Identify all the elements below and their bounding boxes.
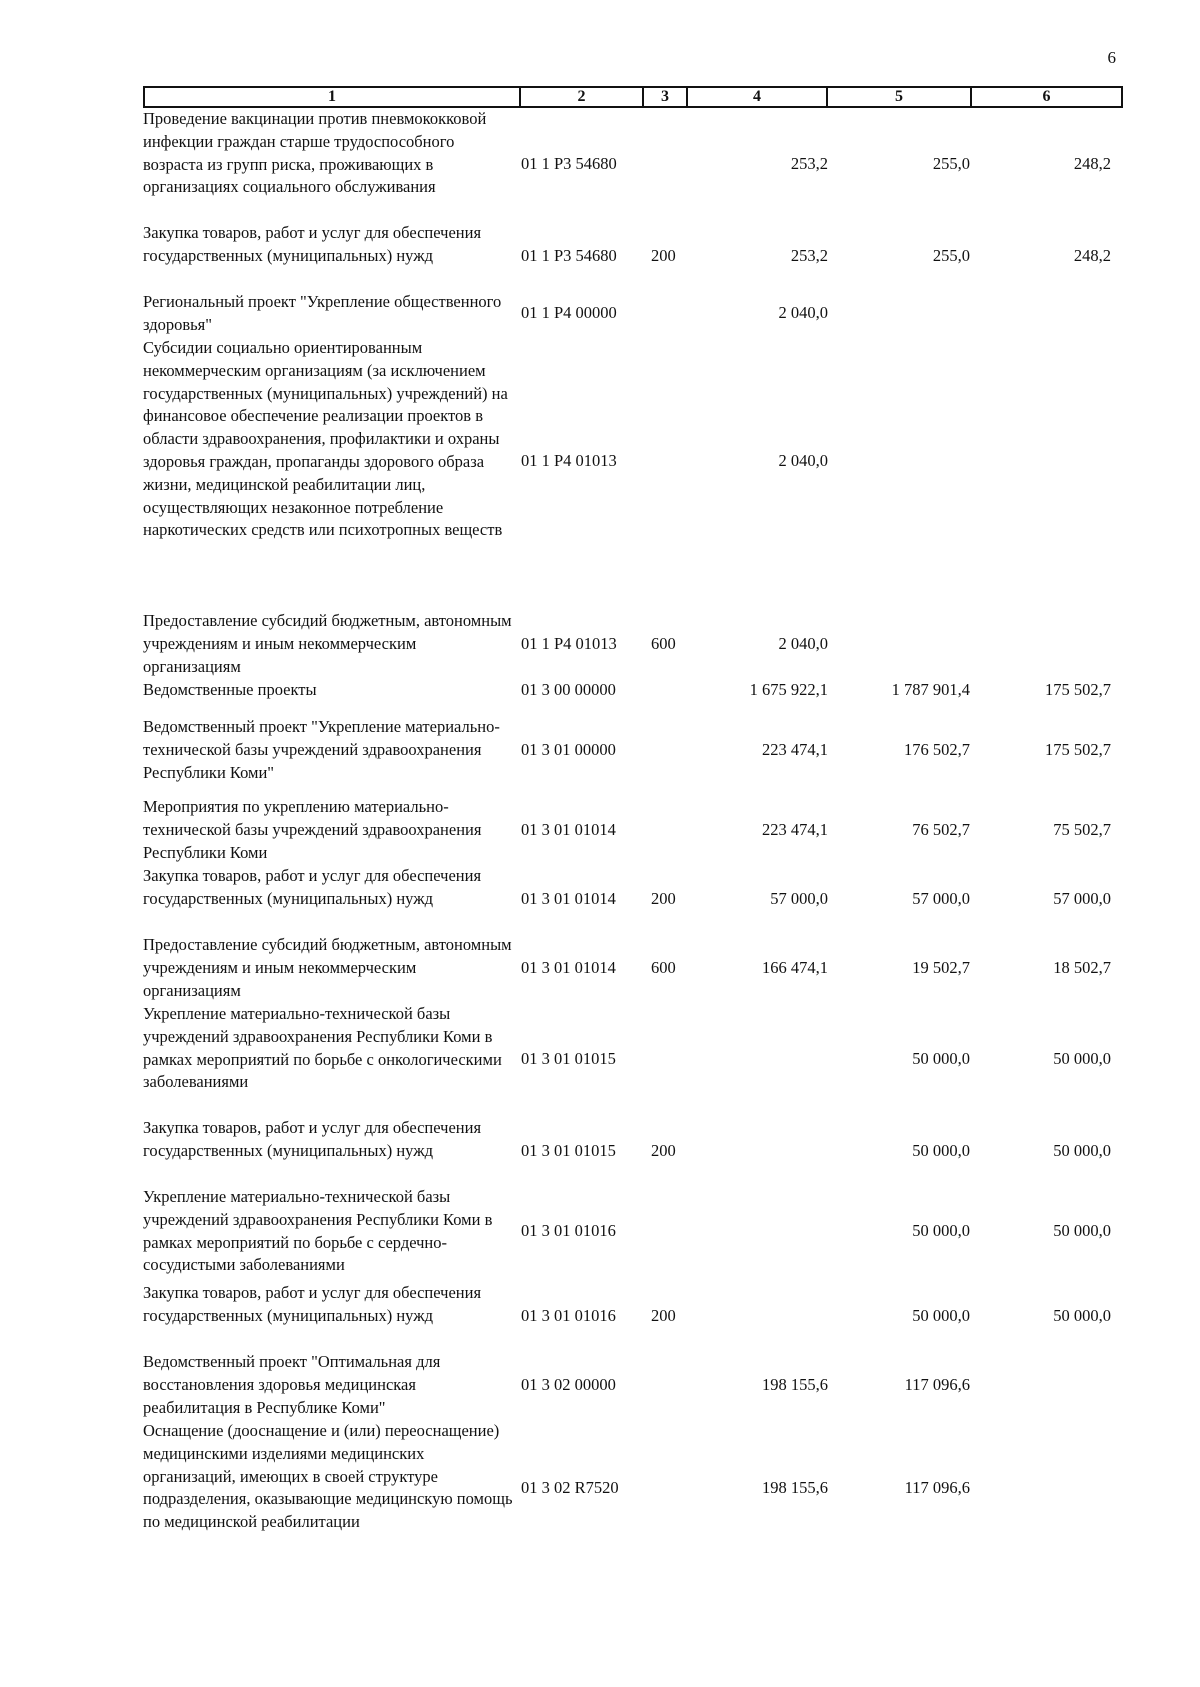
column-header-3: 3 — [643, 87, 687, 107]
row-value-col5: 50 000,0 — [912, 1141, 970, 1160]
row-value-col4: 2 040,0 — [778, 303, 828, 322]
row-value-col4: 223 474,1 — [762, 820, 828, 839]
row-code: 01 1 Р4 00000 — [521, 303, 617, 322]
row-value-col4: 57 000,0 — [770, 889, 828, 908]
table-body — [0, 108, 1200, 1648]
row-value-col4: 198 155,6 — [762, 1375, 828, 1394]
row-value-col5: 255,0 — [932, 154, 970, 173]
row-value-col4: 166 474,1 — [762, 958, 828, 977]
row-value-col5: 117 096,6 — [904, 1375, 970, 1394]
row-description: Ведомственные проекты — [143, 680, 317, 699]
row-expense-type: 200 — [651, 246, 676, 265]
row-code: 01 3 01 01014 — [521, 820, 616, 839]
row-code: 01 1 Р4 01013 — [521, 634, 617, 653]
row-code: 01 3 01 01016 — [521, 1306, 616, 1325]
row-code: 01 3 01 01014 — [521, 889, 616, 908]
row-expense-type: 200 — [651, 1141, 676, 1160]
row-description: Укрепление материально-технической базы учреждений здравоохранения Республики Коми в рамках мероприятий по борьбе с онкологическими заболеваниями — [143, 1004, 502, 1092]
page-number: 6 — [1107, 48, 1116, 67]
row-code: 01 3 01 00000 — [521, 740, 616, 759]
row-value-col5: 19 502,7 — [912, 958, 970, 977]
row-value-col6: 18 502,7 — [1053, 958, 1111, 977]
row-value-col5: 176 502,7 — [904, 740, 970, 759]
row-expense-type: 200 — [651, 1306, 676, 1325]
row-description: Закупка товаров, работ и услуг для обеспечения государственных (муниципальных) нужд — [143, 1283, 482, 1325]
row-code: 01 3 02 R7520 — [521, 1478, 619, 1497]
row-value-col5: 57 000,0 — [912, 889, 970, 908]
row-code: 01 3 02 00000 — [521, 1375, 616, 1394]
row-description: Субсидии социально ориентированным некоммерческим организациям (за исключением государственных (муниципальных) учреждений) на финансовое обеспечение реализации проектов в области здравоохранения, профилактики и охраны здоровья граждан, пропаганды здорового образа жизни, медицинской реабилитации лиц, осуществляющих незаконное потребление наркотических средств или психотропных веществ — [143, 338, 508, 540]
row-value-col6: 248,2 — [1073, 154, 1111, 173]
row-value-col4: 2 040,0 — [778, 634, 828, 653]
row-value-col5: 1 787 901,4 — [891, 680, 970, 699]
column-header-5: 5 — [827, 87, 971, 107]
row-code: 01 1 Р4 01013 — [521, 451, 617, 470]
row-description: Предоставление субсидий бюджетным, автономным учреждениям и иным некоммерческим организациям — [143, 935, 512, 1000]
row-value-col5: 50 000,0 — [912, 1049, 970, 1068]
row-code: 01 3 01 01015 — [521, 1141, 616, 1160]
row-description: Предоставление субсидий бюджетным, автономным учреждениям и иным некоммерческим организациям — [143, 611, 512, 676]
row-description: Закупка товаров, работ и услуг для обеспечения государственных (муниципальных) нужд — [143, 1118, 482, 1160]
row-value-col4: 223 474,1 — [762, 740, 828, 759]
row-value-col5: 255,0 — [932, 246, 970, 265]
column-header-6: 6 — [971, 87, 1122, 107]
row-code: 01 3 01 01015 — [521, 1049, 616, 1068]
column-header-1: 1 — [144, 87, 520, 107]
row-value-col4: 253,2 — [790, 246, 828, 265]
row-description: Региональный проект "Укрепление общественного здоровья" — [143, 292, 502, 334]
row-value-col6: 175 502,7 — [1045, 740, 1111, 759]
row-description: Проведение вакцинации против пневмококковой инфекции граждан старше трудоспособного возраста из групп риска, проживающих в организациях социального обслуживания — [143, 109, 487, 197]
row-description: Закупка товаров, работ и услуг для обеспечения государственных (муниципальных) нужд — [143, 223, 482, 265]
row-code: 01 3 00 00000 — [521, 680, 616, 699]
row-description: Мероприятия по укреплению материально-технической базы учреждений здравоохранения Республики Коми — [143, 797, 482, 862]
row-code: 01 3 01 01016 — [521, 1221, 616, 1240]
row-value-col4: 1 675 922,1 — [749, 680, 828, 699]
row-value-col4: 2 040,0 — [778, 451, 828, 470]
column-header-4: 4 — [687, 87, 827, 107]
row-code: 01 1 Р3 54680 — [521, 154, 617, 173]
row-code: 01 3 01 01014 — [521, 958, 616, 977]
row-value-col4: 253,2 — [790, 154, 828, 173]
row-value-col6: 50 000,0 — [1053, 1306, 1111, 1325]
row-value-col5: 50 000,0 — [912, 1306, 970, 1325]
row-value-col5: 76 502,7 — [912, 820, 970, 839]
row-description: Укрепление материально-технической базы учреждений здравоохранения Республики Коми в рамках мероприятий по борьбе с сердечно-сосудистыми заболеваниями — [143, 1187, 493, 1275]
row-description: Ведомственный проект "Оптимальная для восстановления здоровья медицинская реабилитация в Республике Коми" — [143, 1352, 441, 1417]
row-value-col6: 50 000,0 — [1053, 1221, 1111, 1240]
row-value-col6: 248,2 — [1073, 246, 1111, 265]
row-value-col6: 75 502,7 — [1053, 820, 1111, 839]
row-value-col6: 57 000,0 — [1053, 889, 1111, 908]
row-description: Оснащение (дооснащение и (или) переоснащение) медицинскими изделиями медицинских организаций, имеющих в своей структуре подразделения, оказывающие медицинскую помощь по медицинской реабилитации — [143, 1421, 513, 1532]
row-expense-type: 600 — [651, 634, 676, 653]
table-header — [143, 86, 1123, 108]
row-value-col5: 50 000,0 — [912, 1221, 970, 1240]
row-description: Ведомственный проект "Укрепление материально-технической базы учреждений здравоохранения Республики Коми" — [143, 717, 500, 782]
column-header-2: 2 — [520, 87, 643, 107]
row-value-col5: 117 096,6 — [904, 1478, 970, 1497]
row-code: 01 1 Р3 54680 — [521, 246, 617, 265]
row-value-col6: 175 502,7 — [1045, 680, 1111, 699]
row-value-col6: 50 000,0 — [1053, 1141, 1111, 1160]
row-expense-type: 200 — [651, 889, 676, 908]
row-value-col4: 198 155,6 — [762, 1478, 828, 1497]
row-value-col6: 50 000,0 — [1053, 1049, 1111, 1068]
row-expense-type: 600 — [651, 958, 676, 977]
row-description: Закупка товаров, работ и услуг для обеспечения государственных (муниципальных) нужд — [143, 866, 482, 908]
